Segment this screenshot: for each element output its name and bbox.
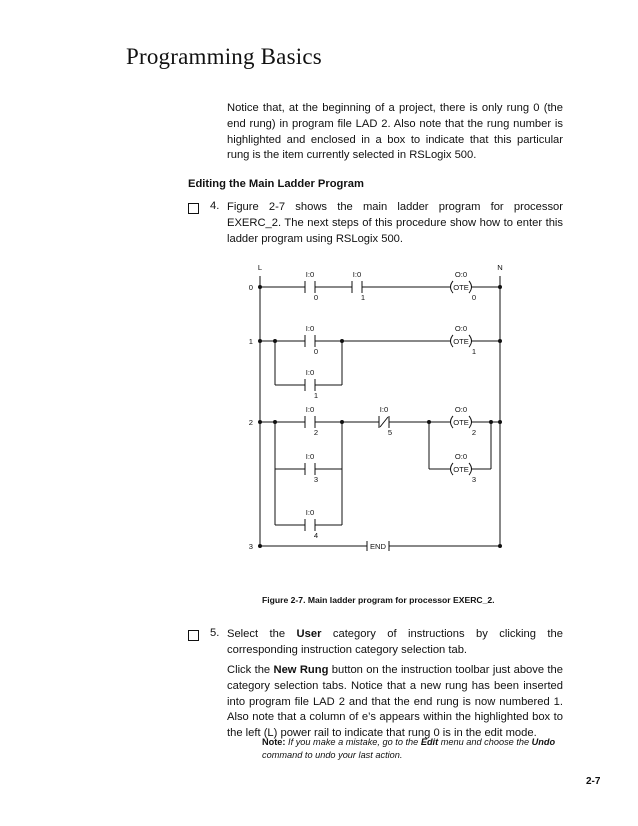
coil-o0-0-right-arc	[469, 281, 472, 293]
contact-i0-0-rung0-address: I:0	[305, 270, 315, 279]
coil-o0-0-bit: 0	[471, 293, 477, 302]
step-5-paragraph-2: Click the New Rung button on the instruction toolbar just above the category selection tabs. Notice that a new rung has been inserted into program file LAD 2 and that the end rung is now numbered 1. Also note that a column of e’s appears within the highlighted box to the left (L) power rail to indicate that rung 0 is in the edit mode.	[227, 664, 563, 740]
coil-o0-3-bit: 3	[471, 475, 477, 484]
coil-o0-2-address: O:0	[454, 405, 468, 414]
step-5-number: 5.	[210, 627, 220, 639]
step-4-text: Figure 2-7 shows the main ladder program for processor EXERC_2. The next steps of this procedure show how to enter this ladder program using RSLogix 500.	[227, 201, 563, 245]
coil-o0-1-right-arc	[469, 335, 472, 347]
rung-3-number: 3	[248, 542, 253, 551]
step-5-checkbox[interactable]	[188, 630, 199, 641]
rung-1-number: 1	[248, 337, 253, 346]
contact-i0-1-rung1-bit: 1	[313, 391, 319, 400]
coil-o0-1-label: OTE	[453, 337, 469, 346]
contact-i0-5-rung2-nc-address: I:0	[379, 405, 389, 414]
coil-o0-2-right-arc	[469, 416, 472, 428]
coil-o0-3-right-arc	[469, 463, 472, 475]
coil-o0-0-label: OTE	[453, 283, 469, 292]
step-4-number: 4.	[210, 200, 220, 212]
contact-i0-5-rung2-nc-bit: 5	[387, 428, 393, 437]
contact-i0-0-rung0-bit: 0	[313, 293, 319, 302]
new-rung-keyword: New Rung	[273, 664, 329, 676]
step-5-paragraph-1: Select the User category of instructions by clicking the corresponding instruction category selection tab.	[227, 628, 563, 656]
rung-0-number: 0	[248, 283, 253, 292]
contact-i0-1-rung1-address: I:0	[305, 368, 315, 377]
page-title: Programming Basics	[126, 44, 322, 69]
coil-o0-1-bit: 1	[471, 347, 477, 356]
right-rail-label: N	[497, 263, 503, 272]
left-rail-label: L	[257, 263, 263, 272]
user-keyword: User	[296, 628, 322, 640]
contact-i0-0-rung1-bit: 0	[313, 347, 319, 356]
intro-paragraph: Notice that, at the beginning of a project, there is only rung 0 (the end rung) in program file LAD 2. Also note that the rung number is highlighted and enclosed in a box to indicate that this particular rung is the item currently selected in RSLogix 500.	[227, 102, 563, 162]
rung-2-number: 2	[248, 418, 253, 427]
contact-i0-2-rung2-address: I:0	[305, 405, 315, 414]
contact-i0-4-rung2-address: I:0	[305, 508, 315, 517]
coil-o0-3-label: OTE	[453, 465, 469, 474]
contact-i0-3-rung2-address: I:0	[305, 452, 315, 461]
contact-i0-4-rung2-bit: 4	[313, 531, 319, 540]
contact-i0-5-rung2-nc-slash	[380, 417, 388, 427]
section-heading: Editing the Main Ladder Program	[188, 178, 364, 190]
contact-i0-1-rung0-address: I:0	[352, 270, 362, 279]
figure-caption: Figure 2-7. Main ladder program for processor EXERC_2.	[262, 595, 495, 605]
coil-o0-2-bit: 2	[471, 428, 477, 437]
coil-o0-3-address: O:0	[454, 452, 468, 461]
contact-i0-2-rung2-bit: 2	[313, 428, 319, 437]
note: Note: If you make a mistake, go to the Edit menu and choose the Undo command to undo your last action.	[262, 737, 556, 760]
contact-i0-3-rung2-bit: 3	[313, 475, 319, 484]
page-number: 2-7	[586, 776, 601, 787]
coil-o0-2-label: OTE	[453, 418, 469, 427]
coil-o0-1-address: O:0	[454, 324, 468, 333]
end-instruction-label: END	[369, 542, 387, 551]
contact-i0-1-rung0-bit: 1	[360, 293, 366, 302]
contact-i0-0-rung1-address: I:0	[305, 324, 315, 333]
coil-o0-0-address: O:0	[454, 270, 468, 279]
